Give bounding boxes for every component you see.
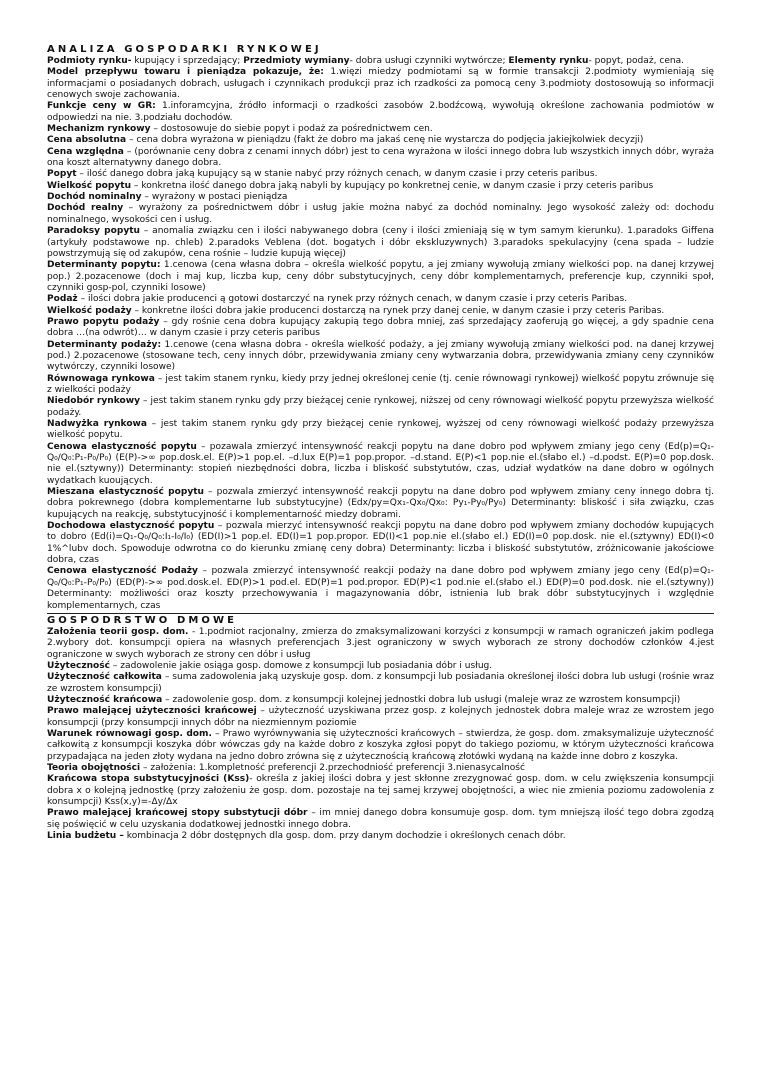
term: Równowaga rynkowa	[47, 373, 155, 384]
definition-paragraph	[47, 306, 714, 317]
definition-paragraph	[47, 521, 717, 566]
definition: – pozwala mierzyć intensywność reakcji popytu na dane dobro pod wpływem zmiany dochodów kupujących to dobro (Ed(i)=Q₁-Q₀/Q₀:I₁-I₀/I₀) (ED(I)>1 pop.el. ED(I)=1 pop.propor. ED(I)<1 pop.nie el.(słabo el.) ED(I)=0 pop.dosk. nie el.(sztywny) ED(I)<0 1%^lubv doch. Spowoduje odwrotna co do kierunku zmianę ceny dobra) Determinanty: liczba i bliskość substytutów, zróżnicowanie jakościowe dobra, czas	[47, 521, 717, 566]
term: Dochodowa elastyczność popytu	[47, 521, 215, 532]
term: Funkcje ceny w GR:	[47, 101, 156, 112]
term: Użyteczność	[47, 660, 111, 671]
term: Model przepływu towaru i pieniądza pokazuje, że:	[47, 67, 324, 78]
household-definitions	[47, 626, 717, 843]
term: Użyteczność krańcowa	[47, 694, 163, 705]
definition-paragraph	[47, 124, 714, 135]
term: Użyteczność całkowita	[47, 672, 162, 683]
definition: – suma zadowolenia jaką uzyskuje gosp. dom. z konsumpcji lub posiadania określonej ilości dobra lub usługi (rośnie wraz ze wzrostem konsumpcji)	[47, 672, 717, 694]
definition: - popyt, podaż, cena.	[588, 56, 685, 66]
definition: – wyrażony za pośrednictwem dóbr i usług jakie można nabyć za dochód nominalny. Jego wysokość zależy od: dochodu nominalnego, wysokości cen i usług.	[47, 203, 717, 225]
definition: kombinacja 2 dóbr dostępnych dla gosp. dom. przy danym dochodzie i określonych cenach dóbr.	[123, 831, 566, 842]
definition-paragraph	[47, 706, 717, 729]
definition-paragraph	[47, 192, 714, 203]
definition: - określa z jakiej ilości dobra y jest skłonne zrezygnować gosp. dom. w celu zwiększenia konsumpcji dobra x o kolejną jednostkę (przy założeniu że gosp. dom. pozostaje na tej samej krzywej obojętności, a wiec nie zmienia poziomu zadowolenia z konsumpcji) Kss(x,y)=-Δy/Δx	[47, 774, 717, 807]
term: Cenowa elastyczność Podaży	[47, 566, 198, 577]
term: Determinanty popytu:	[47, 260, 161, 271]
definition-paragraph	[47, 774, 717, 808]
definition-paragraph	[47, 67, 717, 101]
definition: – jest takim stanem rynku, kiedy przy jednej określonej cenie (tj. cenie równowagi rynkowej) wielkość popytu zrównuje się z wielkości podaży	[47, 373, 717, 395]
term: Prawo malejącej użyteczności krańcowej	[47, 706, 257, 717]
term: Niedobór rynkowy	[47, 396, 140, 407]
term: Paradoksy popytu	[47, 226, 140, 237]
definition-paragraph	[47, 763, 714, 774]
definition: – jest takim stanem rynku gdy przy bieżącej cenie rynkowej, niższej od ceny równowagi wielkość popytu przewyższa wielkość podaży.	[47, 396, 717, 418]
definition: – konkretne ilości dobra jakie producenci dostarczą na rynek przy danej cenie, w danym czasie i przy ceteris Paribas.	[131, 305, 665, 316]
section-title-market: ANALIZA GOSPODARKI RYNKOWEJ	[47, 44, 322, 55]
definition-paragraph	[47, 728, 717, 763]
definition: – Prawo wyrównywania się użyteczności krańcowych – stwierdza, że gosp. dom. zmaksymalizuje użyteczność całkowitą z konsumpcji koszyka dóbr wówczas gdy na każde dobro z koszyka zgłosi popyt do takiego poziomu, w którym użyteczności krańcowa przypadająca na jeden złoty wydana na jedno dobro zrówna się z użytecznością krańcową złotówki wydaną na każde inne dobro z koszyka.	[47, 728, 717, 762]
definition: – wyrażony w postaci pieniądza	[141, 192, 288, 203]
definition-paragraph	[47, 294, 714, 305]
definition-paragraph	[47, 419, 717, 442]
definition: - 1.podmiot racjonalny, zmierza do zmaksymalizowani korzyści z konsumpcji w ramach ograniczeń jakim podlega 2.wybory dot. konsumpcji opiera na własnych preferencjach 3.jest ograniczony w swych wyborach ze strony dochodów członków 4.jest ograniczone w swych wyborach ze strony cen dóbr i usług	[47, 626, 717, 660]
definition: – dostosowuje do siebie popyt i podaż za pośrednictwem cen.	[150, 124, 433, 135]
definition-paragraph	[47, 831, 714, 842]
definition: – pozawala zmierzyć intensywność reakcji popytu na dane dobro pod wpływem zmiany jego ceny (Ed(p)=Q₁-Q₀/Q₀:P₁-P₀/P₀) (E(P)->∞ pop.dosk.el. E(P)>1 pop.el. –d.lux E(P)=1 pop.propor. –d.stand. E(P)<1 pop.nie el.(słabo el.) –d.podst. E(P)=0 pop.dosk. nie el.(sztywny)) Determinanty: stopień niezbędności dobra, liczba i bliskość substytutów, czas, udział wydatków na dane dobro w ogólnych wydatkach kuoujących.	[47, 441, 717, 486]
definition: – założenia: 1.kompletność preferencji 2.przechodniość preferencji 3.nienasycalność	[140, 762, 525, 773]
definition-paragraph	[47, 566, 717, 611]
term: Podmioty rynku-	[47, 56, 132, 66]
term: Wielkość podaży	[47, 305, 132, 316]
definition: – konkretna ilość danego dobra jaką nabyli by kupujący po konkretnej cenie, w danym czasie i przy ceteris paribus	[131, 180, 654, 191]
definition: – cena dobra wyrażona w pieniądzu (fakt że dobro ma jakaś cenę nie wystarcza do podjęcia jakiejkolwiek decyzji)	[126, 135, 644, 146]
definition: – zadowolenie jakie osiąga gosp. domowe z konsumpcji lub posiadania dóbr i usług.	[110, 660, 493, 671]
definition: – zadowolenie gosp. dom. z konsumpcji kolejnej jednostki dobra lub usługi (maleje wraz ze wzrostem konsumpcji)	[162, 694, 681, 705]
definition-paragraph	[47, 396, 717, 419]
section-divider	[47, 613, 714, 614]
term: Mechanizm rynkowy	[47, 124, 151, 135]
definition: - dobra usługi czynniki wytwórcze;	[349, 56, 509, 66]
definition: 1.cenowa (cena własna dobra – określa wielkość popytu, a jej zmiany wywołują zmiany wielkości pop. na danej krzywej pop.) 2.pozacenowe (doch i maj kup, liczba kup, ceny dóbr substytucyjnych, ceny dóbr komplementarnych, preferencje kup, czynniki społ, czynniki gosp-pol, czynniki losowe)	[47, 260, 717, 293]
definition-paragraph	[47, 260, 717, 294]
definition-paragraph	[47, 695, 714, 706]
term: Dochód realny	[47, 203, 124, 214]
definition: kupujący i sprzedający;	[131, 56, 244, 66]
definition-paragraph	[47, 373, 717, 397]
definition: – anomalia związku cen i ilości nabywanego dobra (ceny i ilości zmieniają się w tym samym kierunku). 1.paradoks Giffena (artykuły podstawowe np. chleb) 2.paradoks Veblena (dot. bogatych i dóbr ekskluzywnych) 3.paradoks spekulacyjny (cena spada – ludzie powstrzymują się od zakupów, cena rośnie – ludzie kupują więcej)	[47, 226, 717, 259]
definition: 1.inforamcyjna, źródło informacji o rzadkości zasobów 2.bodźcową, wywołują określone zachowania podmiotów w odpowiedzi na nie. 3.podziału dochodów.	[47, 101, 717, 123]
definition-paragraph	[47, 181, 714, 192]
definition: – im mniej danego dobra konsumuje gosp. dom. tym mniejszą ilość tego dobra zgodzą się poświęcić w celu uzyskania dodatkowej jednostki innego dobra.	[47, 808, 717, 830]
term: Teoria obojętności	[47, 762, 141, 773]
definition-paragraph	[47, 146, 717, 170]
intro-paragraph	[47, 56, 714, 67]
term: Wielkość popytu	[47, 180, 132, 191]
definition-paragraph	[47, 169, 714, 180]
term: Krańcowa stopa substytucyjności (Kss)	[47, 774, 250, 785]
term: Przedmioty wymiany	[243, 56, 350, 66]
term: Założenia teorii gosp. dom.	[47, 626, 189, 637]
definition: – (porównanie ceny dobra z cenami innych dóbr) jest to cena wyrażona w ilości innego dobra lub wszystkich innych dóbr, wyraża ona koszt alternatywny danego dobra.	[47, 146, 717, 169]
definition: – jest takim stanem rynku gdy przy bieżącej cenie rynkowej, wyższej od ceny równowagi wielkość podaży przewyższa wielkość popytu.	[47, 419, 717, 441]
definition: – ilości dobra jakie producenci ą gotowi dostarczyć na rynek przy różnych cenach, w danym czasie i przy ceteris Paribas.	[77, 294, 628, 305]
definition-paragraph	[47, 672, 717, 695]
term: Determinanty podaży:	[47, 339, 162, 350]
market-definitions	[47, 67, 717, 612]
definition-paragraph	[47, 135, 714, 146]
definition-paragraph	[47, 487, 717, 521]
definition-paragraph	[47, 661, 714, 672]
term: Mieszana elastyczność popytu	[47, 487, 204, 498]
definition-paragraph	[47, 101, 717, 124]
term: Cena absolutna	[47, 135, 127, 146]
definition-paragraph	[47, 441, 717, 487]
definition-paragraph	[47, 808, 717, 831]
term: Cena względna	[47, 146, 124, 157]
definition-paragraph	[47, 226, 717, 260]
definition: 1.więzi miedzy podmiotami są w formie transakcji 2.podmioty wymieniają się informacjami o posiadanych dobrach, usługach i czynnikach produkcji praz ich rzadkości za pomocą ceny 3.podmioty dostosowują so informacji cenowych swoje zachowania.	[47, 67, 717, 101]
section-title-household: GOSPODRSTWO DMOWE	[47, 614, 238, 626]
term: Nadwyżka rynkowa	[47, 419, 147, 429]
term: Popyt	[47, 169, 77, 180]
definition: – pozwala zmierzyć intensywność reakcji popytu na dane dobro pod wpływem zmiany ceny innego dobra tj. dobra pokrewnego (dobra komplementarne lub substytucyjne) (Edx/py=Qx₁-Qx₀/Qx₀: Py₁-Py₀/Py₀) Determinanty: bliskość i siła związku, czas kupujących na reakcję, substytucyjność i komplementarność miedzy dobrami.	[47, 487, 717, 520]
term: Prawo malejącej krańcowej stopy substytucji dóbr	[47, 808, 308, 819]
definition-paragraph	[47, 316, 717, 340]
term: Cenowa elastyczność popytu	[47, 441, 197, 452]
term: Prawo popytu podaży	[47, 316, 160, 327]
definition-paragraph	[47, 203, 717, 226]
term: Podaż	[47, 294, 78, 305]
term: Elementy rynku	[508, 56, 589, 66]
term: Linia budżetu –	[47, 831, 124, 842]
term: Warunek równowagi gosp. dom.	[47, 728, 212, 739]
definition: – gdy rośnie cena dobra kupujący zakupią tego dobra mniej, zaś sprzedający zaoferują go więcej, a gdy spadnie cena dobra …(na odwrót)… w danym czasie i przy ceteris paribus	[47, 316, 717, 339]
definition-paragraph	[47, 339, 717, 374]
definition: 1.cenowe (cena własna dobra - określa wielkość podaży, a jej zmiany wywołują zmiany wielkości pod. na danej krzywej pod.) 2.pozacenowe (stosowane tech, ceny innych dóbr, przewidywania zmiany ceny wytwarzania dobra, przewidywania zmiany ceny czynników wytwórczy, czynniki losowe)	[47, 339, 717, 373]
definition-paragraph	[47, 626, 717, 661]
definition: – ilość danego dobra jaką kupujący są w stanie nabyć przy różnych cenach, w danym czasie i przy ceteris paribus.	[76, 169, 598, 180]
term: Dochód nominalny	[47, 192, 142, 203]
definition: – pozwala zmierzyć intensywność reakcji podaży na dane dobro pod wpływem zmiany jego ceny (Ed(p)=Q₁-Q₀/Q₀:P₁-P₀/P₀) (ED(P)->∞ pod.dosk.el. ED(P)>1 pod.el. ED(P)=1 pod.propor. ED(P)<1 pod.nie el.(słabo el.) ED(P)=0 pod.dosk. nie el.(sztywny)) Determinanty: możliwości oraz koszty przechowywania i magazynowania dóbr, istnienia lub brak dóbr substytucyjnych i względnie komplementarnych, czas	[47, 566, 717, 611]
definition: – użyteczność uzyskiwana przez gosp. z kolejnych jednostek dobra maleje wraz ze wzrostem jego konsumpcji (przy konsumpcji innych dóbr na niezmiennym poziomie	[47, 706, 717, 728]
